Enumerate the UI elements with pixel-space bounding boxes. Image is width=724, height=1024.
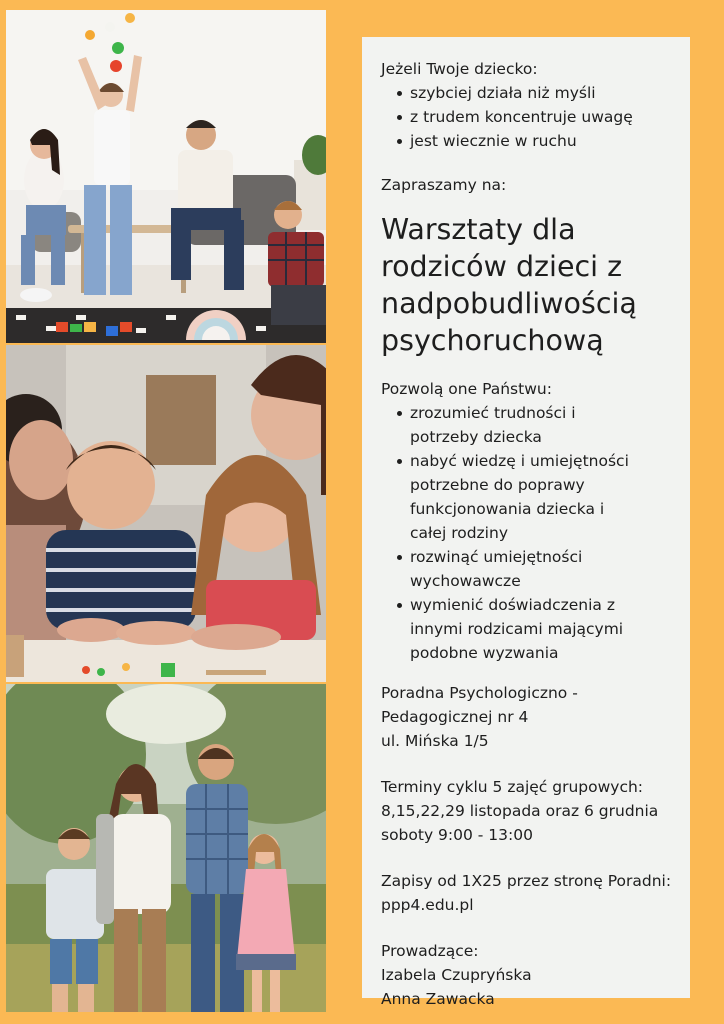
list-item: zrozumieć trudności i potrzeby dziecka xyxy=(381,401,672,449)
list-item: z trudem koncentruje uwagę xyxy=(381,105,672,129)
drawing-table-photo xyxy=(6,345,326,682)
list-item: rozwinąć umiejętności wychowawcze xyxy=(381,545,672,593)
invite-text: Zapraszamy na: xyxy=(381,176,507,194)
schedule-block: Terminy cyklu 5 zajęć grupowych: 8,15,22,29 listopada oraz 6 grudnia soboty 9:00 - 13:00 xyxy=(381,778,659,844)
benefits-list xyxy=(381,401,672,665)
signup-link[interactable]: ppp4.edu.pl xyxy=(381,896,474,914)
list-item: nabyć wiedzę i umiejętności potrzebne do poprawy funkcjonowania dziecka i całej rodziny xyxy=(381,449,672,545)
info-card xyxy=(362,37,690,1008)
benefits-lead: Pozwolą one Państwu: xyxy=(381,380,552,398)
workshop-title: Warsztaty dla rodziców dzieci z nadpobudliwością psychoruchową xyxy=(381,213,637,357)
signup-block: Zapisy od 1X25 przez stronę Poradni: ppp4.edu.pl xyxy=(381,869,672,917)
list-item: wymienić doświadczenia z innymi rodzicami mającymi podobne wyzwania xyxy=(381,593,672,665)
list-item: szybciej działa niż myśli xyxy=(381,81,672,105)
list-item: jest wiecznie w ruchu xyxy=(381,129,672,153)
intro-lead: Jeżeli Twoje dziecko: xyxy=(381,60,538,78)
family-walk-photo xyxy=(6,684,326,1012)
address-block: Poradna Psychologiczno - Pedagogicznej nr 4 ul. Mińska 1/5 xyxy=(381,684,578,750)
intro-list xyxy=(381,81,672,153)
photo-column xyxy=(6,10,326,1012)
leaders-block: Prowadzące: Izabela Czupryńska Anna Zawacka xyxy=(381,942,532,1008)
living-room-photo xyxy=(6,10,326,343)
